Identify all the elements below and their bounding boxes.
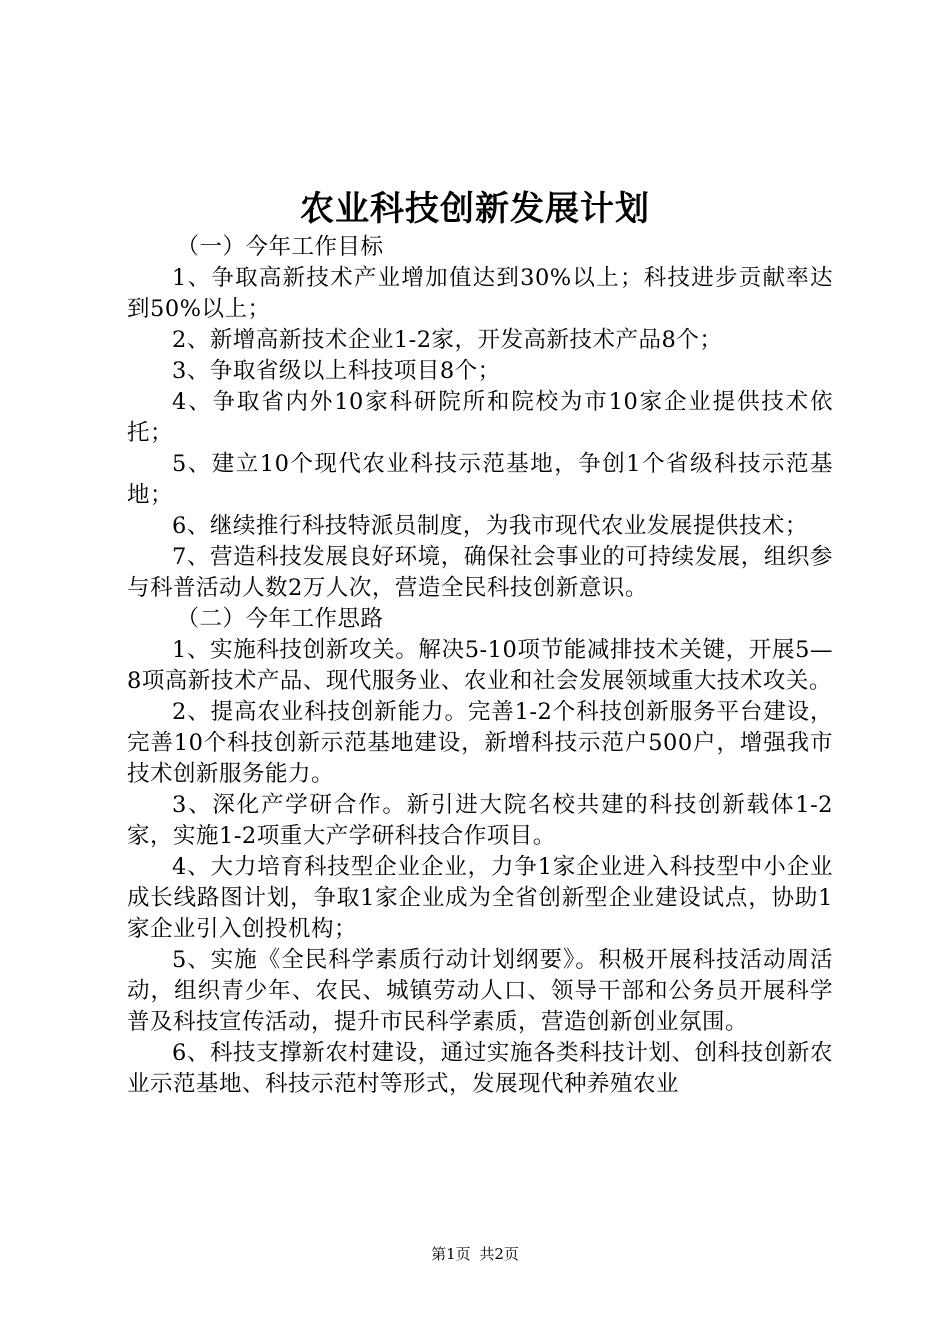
page-number: 第1页 [431,1245,471,1263]
paragraph: 5、建立10个现代农业科技示范基地，争创1个省级科技示范基地； [127,451,833,508]
paragraph: 6、继续推行科技特派员制度，为我市现代农业发展提供技术； [172,513,808,539]
page-total: 共2页 [479,1245,519,1263]
paragraph: 7、营造科技发展良好环境，确保社会事业的可持续发展，组织参与科普活动人数2万人次，营造全民科技创新意识。 [127,544,833,601]
paragraph: 4、大力培育科技型企业企业，力争1家企业进入科技型中小企业成长线路图计划，争取1家企业成为全省创新型企业建设试点，协助1家企业引入创投机构； [127,854,833,942]
section-heading: （一）今年工作目标 [176,234,384,260]
paragraph: 1、实施科技创新攻关。解决5-10项节能减排技术关键，开展5—8项高新技术产品、现代服务业、农业和社会发展领域重大技术攻关。 [127,637,833,694]
document-title: 农业科技创新发展计划 [300,189,650,229]
paragraph: 2、提高农业科技创新能力。完善1-2个科技创新服务平台建设，完善10个科技创新示范基地建设，新增科技示范户500户，增强我市技术创新服务能力。 [127,699,833,787]
page-footer [0,1244,950,1264]
paragraph: 4、争取省内外10家科研院所和院校为市10家企业提供技术依托； [127,389,833,446]
paragraph: 2、新增高新技术企业1-2家，开发高新技术产品8个； [172,327,723,353]
paragraph: 1、争取高新技术产业增加值达到30%以上；科技进步贡献率达到50%以上； [127,265,833,322]
paragraph: 5、实施《全民科学素质行动计划纲要》。积极开展科技活动周活动，组织青少年、农民、城镇劳动人口、领导干部和公务员开展科学普及科技宣传活动，提升市民科学素质，营造创新创业氛围。 [127,947,833,1035]
paragraph: 3、争取省级以上科技项目8个； [172,358,501,384]
paragraph: 3、深化产学研合作。新引进大院名校共建的科技创新载体1-2家，实施1-2项重大产学研科技合作项目。 [127,792,833,849]
paragraph: 6、科技支撑新农村建设，通过实施各类科技计划、创科技创新农业示范基地、科技示范村等形式，发展现代种养殖农业 [127,1040,833,1097]
document-body [127,232,833,1100]
section-heading: （二）今年工作思路 [176,606,384,632]
